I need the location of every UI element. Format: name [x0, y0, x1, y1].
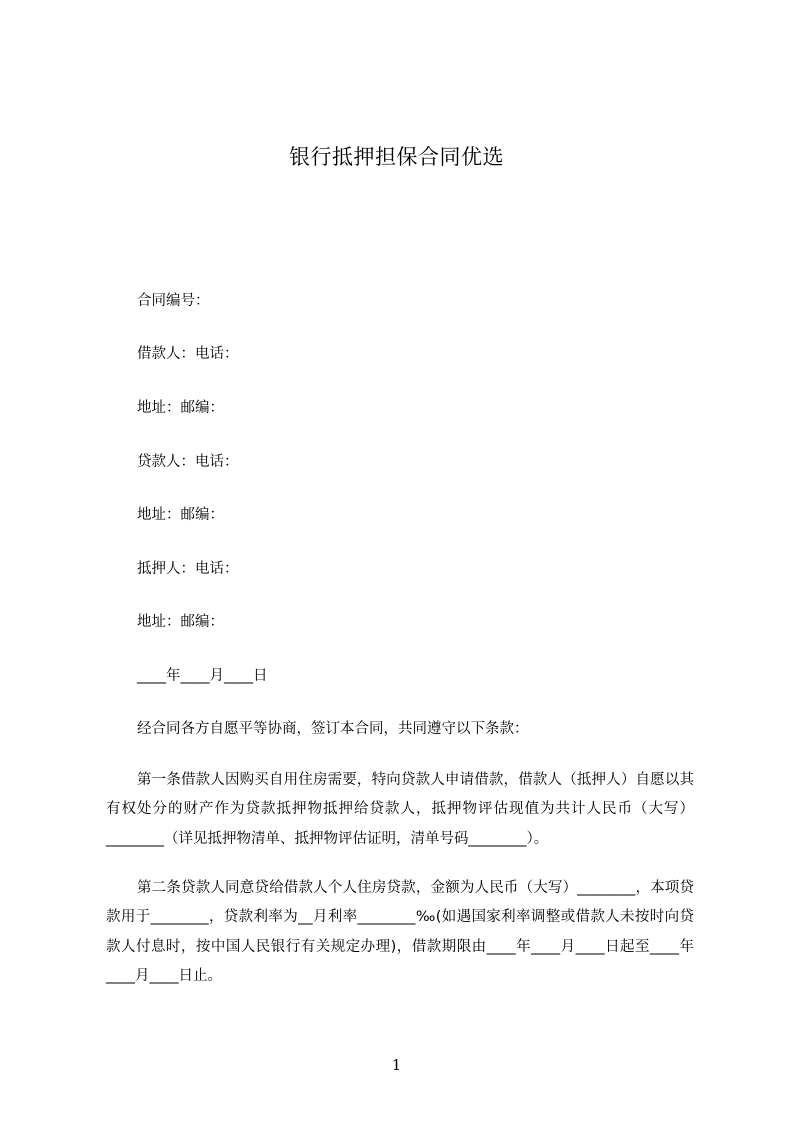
borrower-phone-field: 借款人：电话：	[137, 346, 239, 362]
lender-phone-field: 贷款人：电话：	[137, 454, 239, 470]
mortgagor-address-field: 地址：邮编：	[137, 614, 224, 630]
mortgagor-phone-field: 抵押人：电话：	[137, 561, 239, 577]
borrower-address-field: 地址：邮编：	[137, 400, 224, 416]
date-field: ____年____月____日	[137, 668, 268, 684]
article-2: 第二条贷款人同意贷给借款人个人住房贷款，金额为人民币（大写）________，本项贷款用于________，贷款利率为__月利率________‰(如遇国家利率调整或借款人未按时向贷款人付息时，按中国人民银行有关规定办理)，借款期限由____年____月____日起至____年____月____日止。	[106, 880, 694, 984]
contract-number-field: 合同编号：	[137, 293, 210, 309]
preamble: 经合同各方自愿平等协商，签订本合同，共同遵守以下条款：	[137, 721, 529, 737]
page-number: 1	[391, 1056, 402, 1074]
page-title: 银行抵押担保合同优选	[289, 145, 504, 169]
lender-address-field: 地址：邮编：	[137, 507, 224, 523]
article-1: 第一条借款人因购买自用住房需要，特向贷款人申请借款，借款人（抵押人）自愿以其有权处分的财产作为贷款抵押物抵押给贷款人，抵押物评估现值为共计人民币（大写）________（详见抵押物清单、抵押物评估证明，清单号码________）。	[106, 772, 694, 847]
